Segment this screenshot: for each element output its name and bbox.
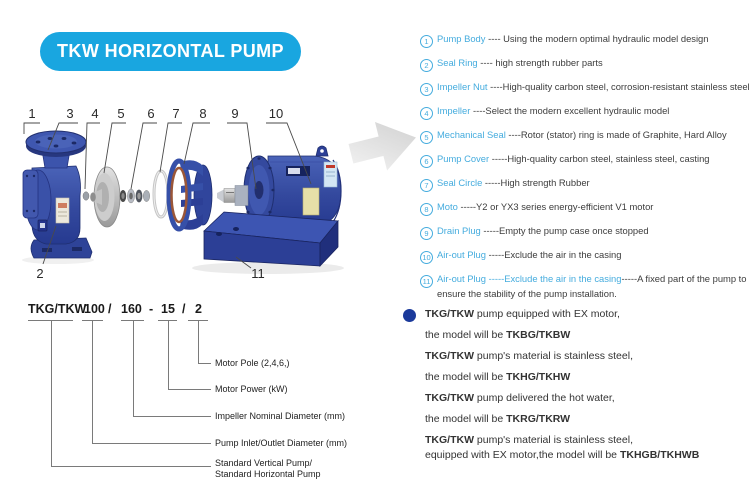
part-number-badge: 5 <box>420 131 433 144</box>
variant-text: pump equipped with EX motor, <box>474 308 620 320</box>
part-desc: -----Empty the pump case once stopped <box>480 225 649 236</box>
part-desc: ---- Using the modern optimal hydraulic model design <box>485 33 709 44</box>
part-number-badge: 7 <box>420 179 433 192</box>
label-inlet-outlet: Pump Inlet/Outlet Diameter (mm) <box>215 438 348 448</box>
part-desc: -----A fixed part of the pump to ensure the stability of the pump installation. <box>437 273 747 299</box>
part-number-badge: 6 <box>420 155 433 168</box>
part-item-5 <box>420 129 756 144</box>
base-illustration <box>204 212 338 266</box>
part-number-badge: 4 <box>420 107 433 120</box>
variant-text: pump's material is stainless steel, <box>474 350 633 363</box>
part-item-8 <box>420 201 756 216</box>
model-code-sep: - <box>149 302 154 316</box>
part-name: Pump Cover <box>437 153 490 164</box>
part-name: Impeller <box>437 105 471 116</box>
part-item-2 <box>420 57 756 72</box>
series-code: TKG/TKW <box>425 392 474 405</box>
tree-line <box>198 320 199 363</box>
part-desc: -----High-quality carbon steel, stainless steel, casting <box>489 153 710 164</box>
variant-line <box>425 350 751 362</box>
part-number-badge: 9 <box>420 227 433 240</box>
motor-nameplate <box>303 188 319 215</box>
part-desc: ----Rotor (stator) ring is made of Graphite, Hard Alloy <box>505 129 727 140</box>
model-code-pole: 2 <box>195 302 202 316</box>
part-name: Impeller Nut <box>437 81 488 92</box>
variant-text: the model will be <box>425 329 507 342</box>
callout-7: 7 <box>172 106 180 121</box>
mechanical-seal-illustration <box>120 189 150 203</box>
tree-line <box>198 363 211 364</box>
callout-9: 9 <box>231 106 239 121</box>
label-impeller-dia: Impeller Nominal Diameter (mm) <box>215 411 346 421</box>
label-standard-type-1: Standard Vertical Pump/ <box>215 458 313 468</box>
part-number-badge: 8 <box>420 203 433 216</box>
pump-cover-illustration <box>169 160 212 230</box>
impeller-illustration <box>90 167 120 227</box>
tree-line <box>133 320 134 416</box>
callout-4: 4 <box>91 106 99 121</box>
foot-slot <box>72 247 82 251</box>
tree-line <box>92 443 211 444</box>
model-code-series: TKG/TKW <box>28 302 87 316</box>
label-standard-type-2: Standard Horizontal Pump <box>215 469 321 479</box>
part-name: Drain Plug <box>437 225 481 236</box>
tree-line <box>168 389 211 390</box>
label-motor-pole: Motor Pole (2,4,6,) <box>215 358 290 368</box>
model-code-sep: / <box>108 302 112 316</box>
part-number-badge: 2 <box>420 59 433 72</box>
variant-text: pump's material is stainless steel, <box>474 434 633 447</box>
seal-circle-illustration <box>154 171 168 217</box>
variant-model-code: TKHGB/TKHWB <box>619 449 700 462</box>
part-number-badge: 11 <box>420 275 433 288</box>
series-code: TKG/TKW <box>425 434 474 447</box>
arrow-right-icon <box>345 113 422 178</box>
part-name: Moto <box>437 201 458 212</box>
part-desc: ----Select the modern excellent hydraulic model <box>470 105 670 116</box>
part-item-10 <box>420 249 756 264</box>
callout-2: 2 <box>36 266 44 281</box>
callout-5: 5 <box>117 106 125 121</box>
tree-line <box>92 320 93 443</box>
variant-model-code: TKBG/TKBW <box>506 329 571 342</box>
part-name: Mechanical Seal <box>437 129 506 140</box>
bullet-icon <box>403 309 416 322</box>
motor-shaft <box>217 186 248 206</box>
variant-line <box>425 413 751 425</box>
part-name: Pump Body <box>437 33 486 44</box>
part-item-3 <box>420 81 756 96</box>
part-name: Seal Ring <box>437 57 478 68</box>
part-item-9 <box>420 225 756 240</box>
tree-line <box>51 320 52 466</box>
part-desc: -----Exclude the air in the casing <box>485 249 622 260</box>
part-name: Air-out Plug <box>437 249 486 260</box>
model-code-inlet: 100 <box>84 302 105 316</box>
page-title: TKW HORIZONTAL PUMP <box>57 41 284 61</box>
variant-line <box>425 308 751 320</box>
tree-line <box>51 466 211 467</box>
variant-model-code: TKHG/TKHW <box>506 371 571 384</box>
callout-3: 3 <box>66 106 74 121</box>
part-name: Seal Circle <box>437 177 483 188</box>
exploded-pump-diagram <box>0 0 430 300</box>
label-motor-power: Motor Power (kW) <box>215 384 288 394</box>
callout-1: 1 <box>28 106 36 121</box>
tree-line <box>168 320 169 389</box>
part-item-11 <box>420 273 756 299</box>
part-item-6 <box>420 153 756 168</box>
part-desc: -----High strength Rubber <box>482 177 590 188</box>
part-number-badge: 10 <box>420 251 433 264</box>
part-name: Air-out Plug -----Exclude the air in the casing <box>437 273 622 284</box>
variant-text: equipped with EX motor,the model will be <box>425 449 620 462</box>
variant-model-code: TKRG/TKRW <box>506 413 571 426</box>
variant-text: the model will be <box>425 371 507 384</box>
part-item-4 <box>420 105 756 120</box>
variant-line <box>425 449 751 461</box>
callout-11: 11 <box>251 266 265 281</box>
model-code-power: 15 <box>161 302 175 316</box>
part-number-badge: 3 <box>420 83 433 96</box>
pump-body-illustration <box>23 131 92 258</box>
part-item-1 <box>420 33 756 48</box>
nameplate-sticker <box>56 198 69 223</box>
suction-flange <box>23 170 38 218</box>
callout-10: 10 <box>268 106 284 121</box>
model-variants <box>425 308 751 471</box>
model-code-sep: / <box>182 302 186 316</box>
impeller-nut-illustration <box>83 192 89 200</box>
series-code: TKG/TKW <box>425 350 474 363</box>
part-desc: ----High-quality carbon steel, corrosion-resistant stainless steel <box>487 81 750 92</box>
variant-line <box>425 392 751 404</box>
callout-6: 6 <box>147 106 155 121</box>
variant-line <box>425 434 751 446</box>
tree-line <box>133 416 211 417</box>
callout-8: 8 <box>199 106 207 121</box>
part-item-7 <box>420 177 756 192</box>
parts-list <box>420 33 756 308</box>
part-desc: -----Y2 or YX3 series energy-efficient V1 motor <box>457 201 654 212</box>
model-code-impeller: 160 <box>121 302 142 316</box>
part-desc: ---- high strength rubber parts <box>477 57 603 68</box>
variant-line <box>425 329 751 341</box>
variant-text: the model will be <box>425 413 507 426</box>
series-code: TKG/TKW <box>425 308 474 320</box>
variant-line <box>425 371 751 383</box>
part-number-badge: 1 <box>420 35 433 48</box>
variant-text: pump delivered the hot water, <box>474 392 615 405</box>
